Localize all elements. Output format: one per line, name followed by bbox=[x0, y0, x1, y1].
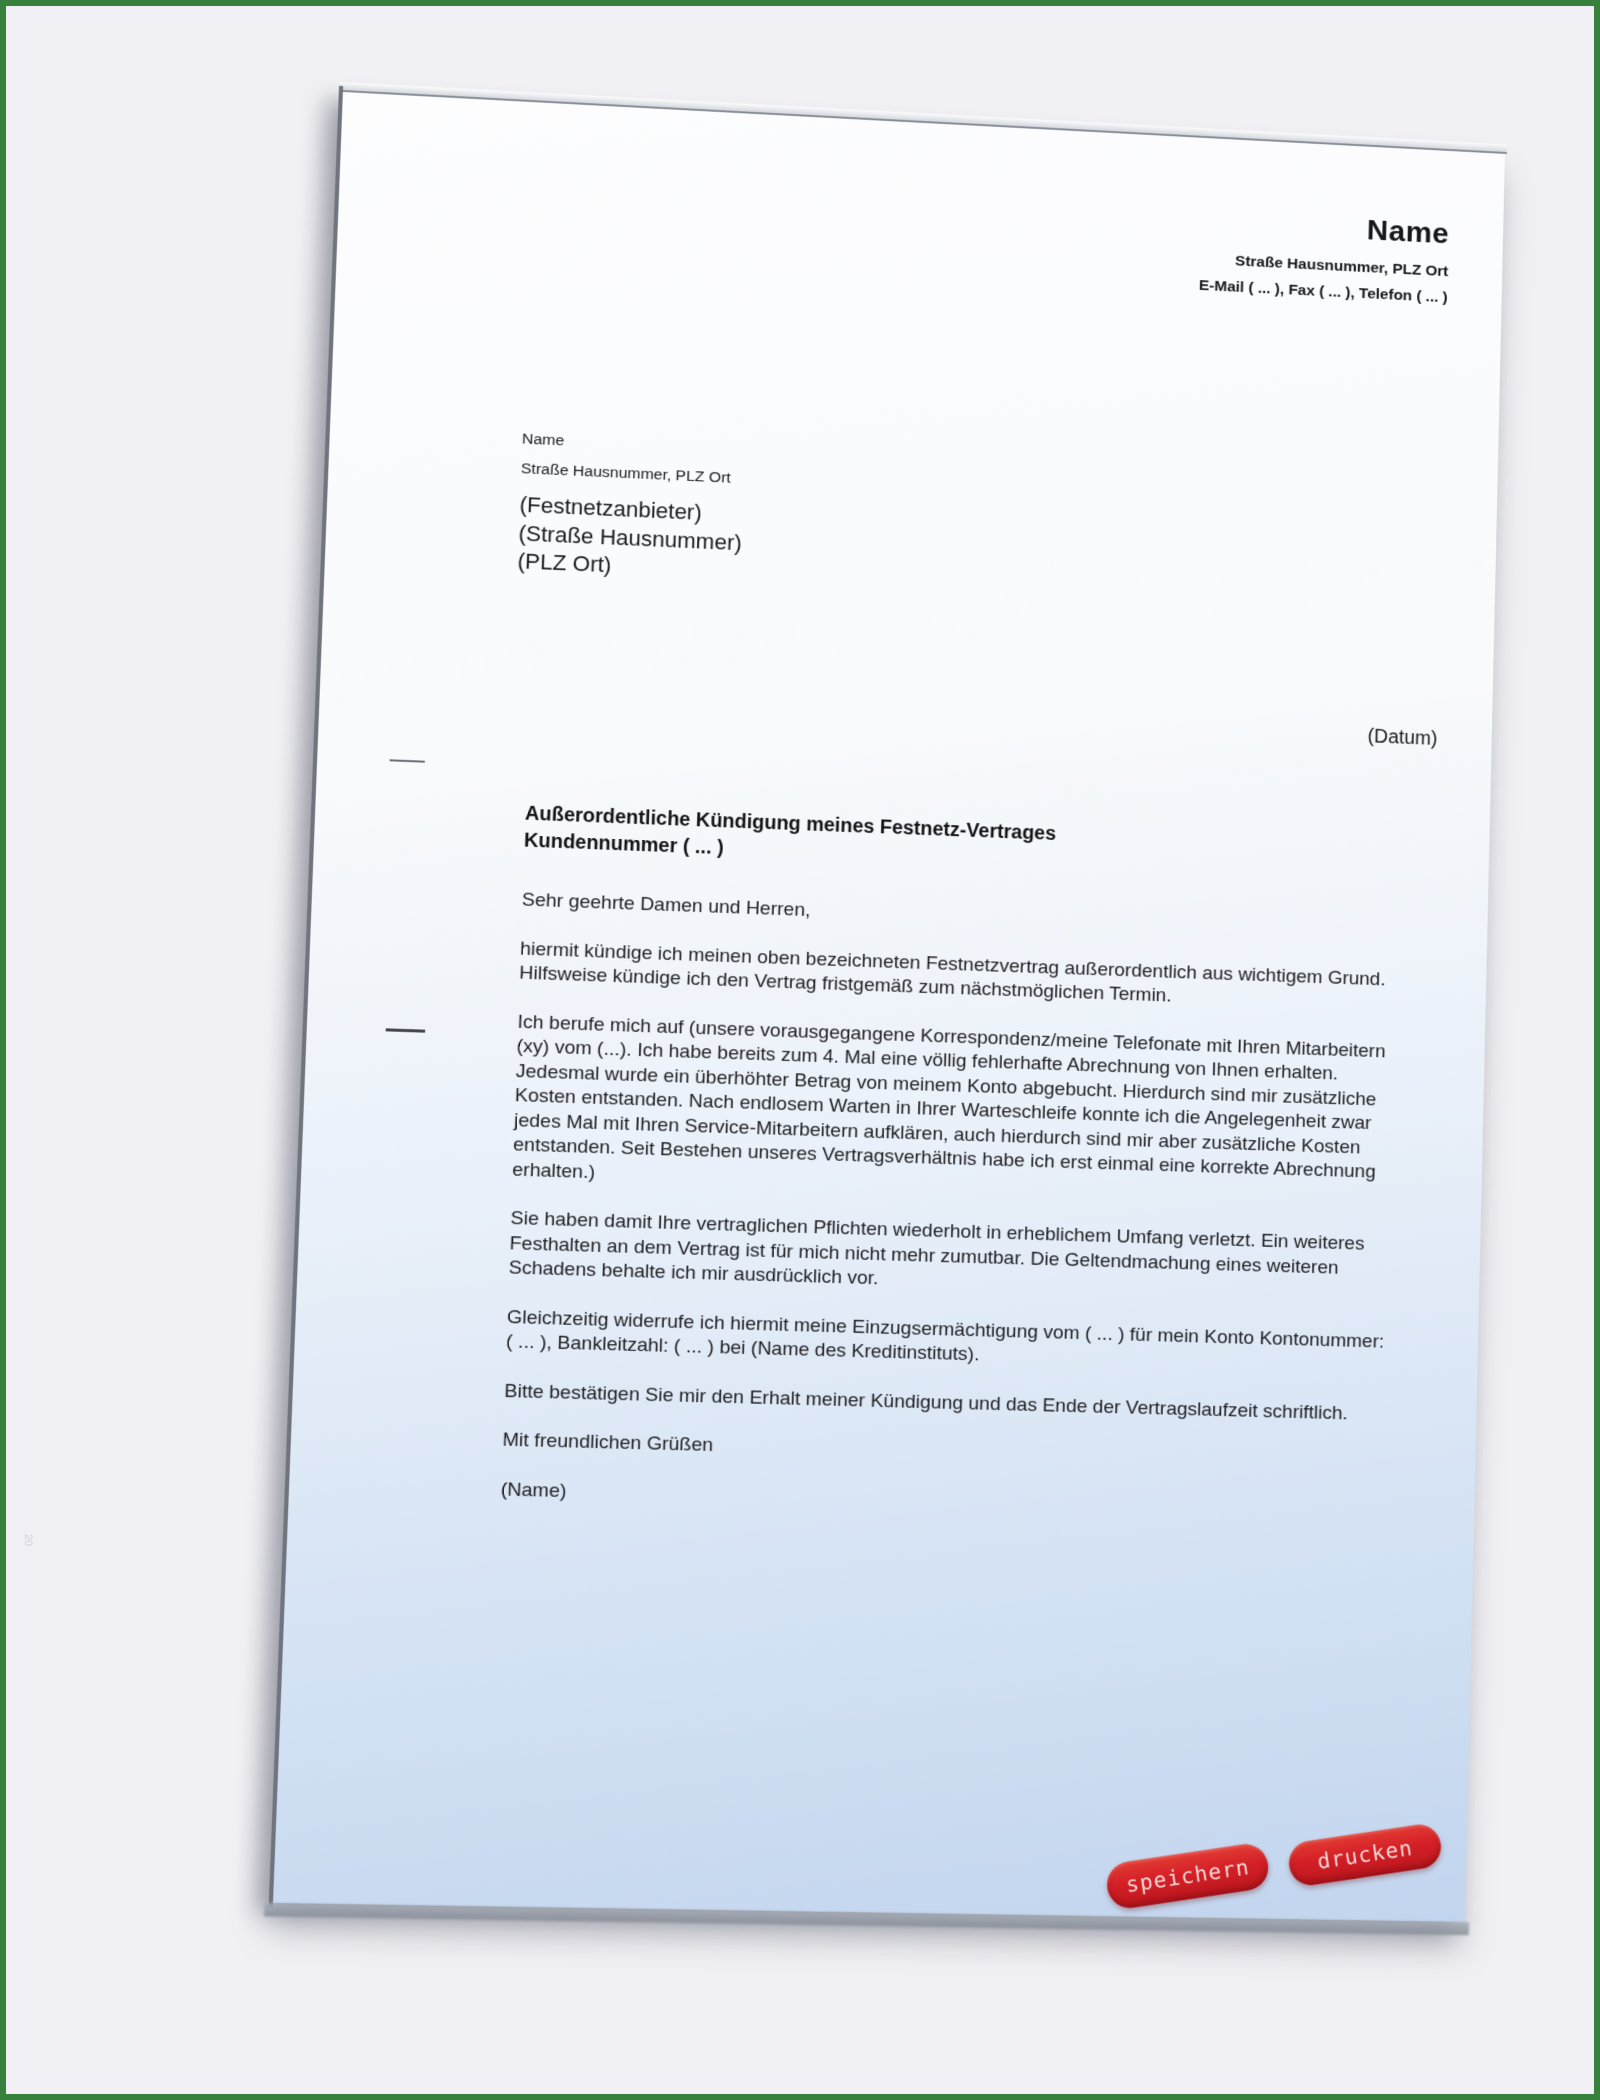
sender-name: Name bbox=[1366, 214, 1450, 251]
print-button[interactable]: drucken bbox=[1286, 1822, 1444, 1889]
date-placeholder: (Datum) bbox=[1367, 725, 1438, 750]
closing: Mit freundlichen Grüßen bbox=[502, 1429, 714, 1457]
fold-mark-lower bbox=[386, 1028, 425, 1032]
page-edge-bottom bbox=[264, 1903, 1469, 1935]
subject-line: Außerordentliche Kündigung meines Festnetz-Vertrages Kundennummer ( ... ) bbox=[523, 802, 1057, 860]
salutation: Sehr geehrte Damen und Herren, bbox=[521, 889, 811, 922]
paragraph-1: hiermit kündige ich meinen oben bezeichneten Festnetzvertrag außerordentlich aus wichtigem Grund. Hilfsweise kündige ich den Vertrag fristgemäß zum nächstmöglichen Termin. bbox=[518, 938, 1386, 1007]
save-button[interactable]: speichern bbox=[1104, 1841, 1271, 1911]
signature-placeholder: (Name) bbox=[500, 1478, 567, 1502]
recipient-block bbox=[517, 425, 745, 586]
recipient-address: (Festnetzanbieter) (Straße Hausnummer) (PLZ Ort) bbox=[517, 491, 743, 578]
sender-contact: E-Mail ( ... ), Fax ( ... ), Telefon ( ... ) bbox=[1198, 277, 1448, 307]
fold-mark-upper bbox=[390, 759, 425, 762]
paragraph-5: Bitte bestätigen Sie mir den Erhalt meiner Kündigung und das Ende der Vertragslaufzeit schriftlich. bbox=[503, 1380, 1348, 1424]
page-edge-top bbox=[339, 82, 1507, 154]
sender-block bbox=[1199, 205, 1450, 310]
page-edge-left bbox=[269, 86, 344, 1907]
letter-body bbox=[499, 889, 1394, 1548]
paragraph-3: Sie haben damit Ihre vertraglichen Pflichten wiederholt in erheblichem Umfang verletzt. Ein weiteres Festhalten an dem Vertrag ist für mich nicht mehr zumutbar. Die Geltendmachung eines weiteren Schadens behalte ich mir ausdrücklich vor. bbox=[508, 1207, 1365, 1290]
sender-address: Straße Hausnummer, PLZ Ort bbox=[1234, 252, 1449, 281]
paragraph-2: Ich berufe mich auf (unsere vorausgegangene Korrespondenz/meine Telefonate mit Ihren Mitarbeitern (xy) vom (...). Ich habe bereits zum 4. Mal eine völlig fehlerhafte Abrechnung von Ihnen erhalten. Jedesmal wurde ein überhöhter Betrag von meinem Konto abgebucht. Hierdurch sind mir zusätzliche Kosten entstanden. Nach endlosem Warten in Ihrer Warteschleife konnte ich die Angelegenheit zwar jedes Mal mit Ihren Service-Mitarbeitern aufklären, auch hierdurch sind mir aber zusätzliche Kosten entstanden. Seit Bestehen unseres Vertragsverhältnis habe ich erst einmal eine korrekte Abrechnung erhalten.) bbox=[511, 1011, 1386, 1183]
paragraph-4: Gleichzeitig widerrufe ich hiermit meine Einzugsermächtigung vom ( ... ) für mein Konto Kontonummer: ( ... ), Bankleitzahl: ( ... ) bei (Name des Kreditinstituts). bbox=[505, 1306, 1385, 1366]
letter-page bbox=[273, 90, 1505, 1922]
recipient-return-address: Name Straße Hausnummer, PLZ Ort bbox=[520, 430, 732, 487]
stray-scan-mark: 20 bbox=[22, 1533, 35, 1547]
